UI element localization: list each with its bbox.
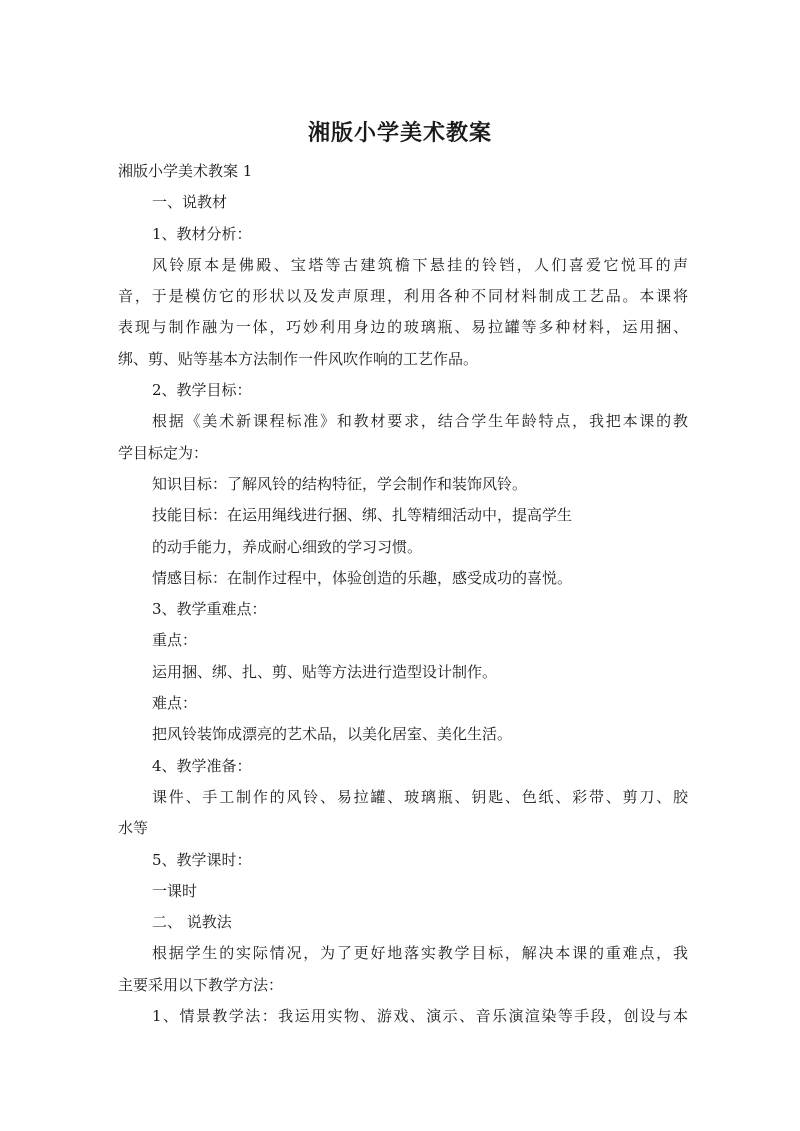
text-line: 知识目标：了解风铃的结构特征，学会制作和装饰风铃。 [152,474,528,493]
text-line: 学目标定为： [118,443,209,462]
text-line: 湘版小学美术教案 1 [118,162,253,180]
text-line: 把风铃装饰成漂亮的艺术品，以美化居室、美化生活。 [152,725,513,744]
text-line: 5、教学课时： [152,850,252,869]
document-body [118,156,688,1032]
text-line: 技能目标：在运用绳线进行捆、绑、扎等精细活动中，提高学生 [152,506,573,525]
text-line: 重点： [152,631,198,650]
text-line: 表现与制作融为一体，巧妙利用身边的玻璃瓶、易拉罐等多种材料，运用捆、 [118,318,688,337]
text-line: 3、教学重难点： [152,600,267,619]
text-line: 1、情景教学法：我运用实物、游戏、演示、音乐演渲染等手段，创设与本 [152,1007,688,1026]
document-title: 湘版小学美术教案 [307,121,492,146]
text-line: 2、教学目标： [152,381,252,400]
text-line: 4、教学准备： [152,756,252,775]
text-line: 一课时 [152,881,198,900]
text-line: 主要采用以下教学方法： [118,975,284,994]
text-line: 水等 [118,819,149,838]
text-line: 情感目标：在制作过程中，体验创造的乐趣，感受成功的喜悦。 [152,568,573,587]
text-line: 风铃原本是佛殿、宝塔等古建筑檐下悬挂的铃铛，人们喜爱它悦耳的声 [152,255,688,274]
text-line: 课件、手工制作的风铃、易拉罐、玻璃瓶、钥匙、色纸、彩带、剪刀、胶 [152,787,688,806]
text-line: 难点： [152,694,198,713]
text-line: 运用捆、绑、扎、剪、贴等方法进行造型设计制作。 [152,662,498,681]
text-line: 根据《美术新课程标准》和教材要求，结合学生年龄特点，我把本课的教 [152,412,688,431]
text-line: 一、说教材 [152,193,228,212]
text-line: 绑、剪、贴等基本方法制作一件风吹作响的工艺作品。 [118,349,479,368]
text-line: 的动手能力，养成耐心细致的学习习惯。 [152,537,423,556]
text-line: 音，于是模仿它的形状以及发声原理，利用各种不同材料制成工艺品。本课将 [118,287,688,306]
text-line: 根据学生的实际情况，为了更好地落实教学目标，解决本课的重难点，我 [152,944,688,963]
text-line: 1、教材分析： [152,224,252,243]
text-line: 二、 说教法 [152,913,232,932]
